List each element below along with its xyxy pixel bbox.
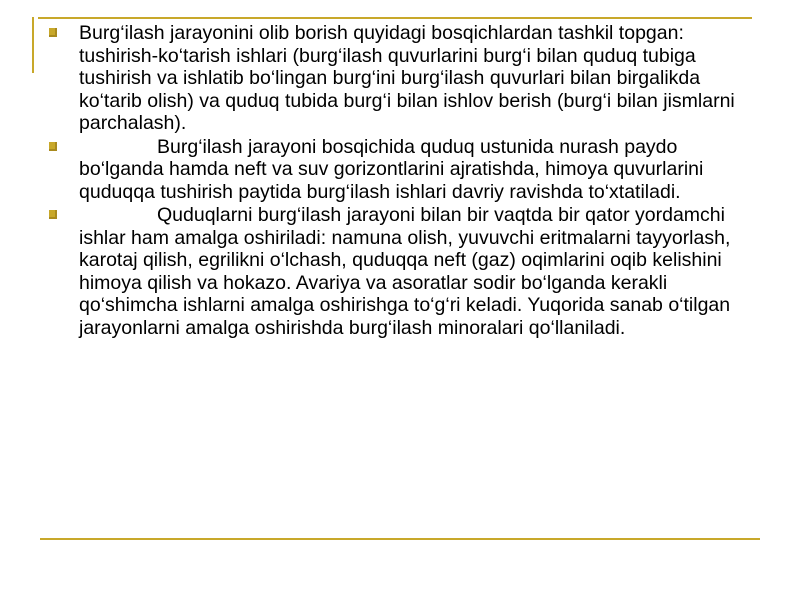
paragraph-text: Burg‘ilash jarayoni bosqichida quduq ustunida nurash paydo bo‘lganda hamda neft va suv gorizontlarini ajratishda, himoya quvurlarini quduqqa tushirish paytida burg‘ilash ishlari davriy ravishda to‘xtatiladi. — [79, 135, 704, 203]
paragraph-text: Burg‘ilash jarayonini olib borish quyidagi bosqichlardan tashkil topgan: tushirish-ko‘tarish ishlari (burg‘ilash quvurlarini burg‘i bilan quduq tubiga tushirish va ishlatib bo‘lingan burg‘ini burg‘ilash quvurlari bilan birgalikda ko‘tarib olish) va quduq tubida burg‘i bilan ishlov berish (burg‘i bilan jismlarni parchalash). — [79, 22, 735, 134]
slide-body — [44, 22, 764, 340]
left-decorative-rule — [32, 17, 34, 73]
bullet-paragraph-1 — [44, 22, 764, 135]
top-decorative-rule — [38, 17, 752, 19]
bullet-paragraph-3 — [44, 204, 764, 339]
square-bullet-icon — [49, 210, 57, 219]
paragraph-text: Quduqlarni burg‘ilash jarayoni bilan bir vaqtda bir qator yordamchi ishlar ham amalga oshiriladi: namuna olish, yuvuvchi eritmalarni tayyorlash, karotaj qilish, egrilikni o‘lchash, quduqqa neft (gaz) oqimlarini oqib kelishini himoya qilish va hokazo. Avariya va asoratlar sodir bo‘lganda kerakli qo‘shimcha ishlarni amalga oshirishga to‘g‘ri keladi. Yuqorida sanab o‘tilgan jarayonlarni amalga oshirishda burg‘ilash minoralari qo‘llaniladi. — [79, 204, 731, 339]
bullet-paragraph-2 — [44, 136, 764, 204]
square-bullet-icon — [49, 28, 57, 37]
square-bullet-icon — [49, 142, 57, 151]
bottom-decorative-rule — [40, 538, 760, 540]
